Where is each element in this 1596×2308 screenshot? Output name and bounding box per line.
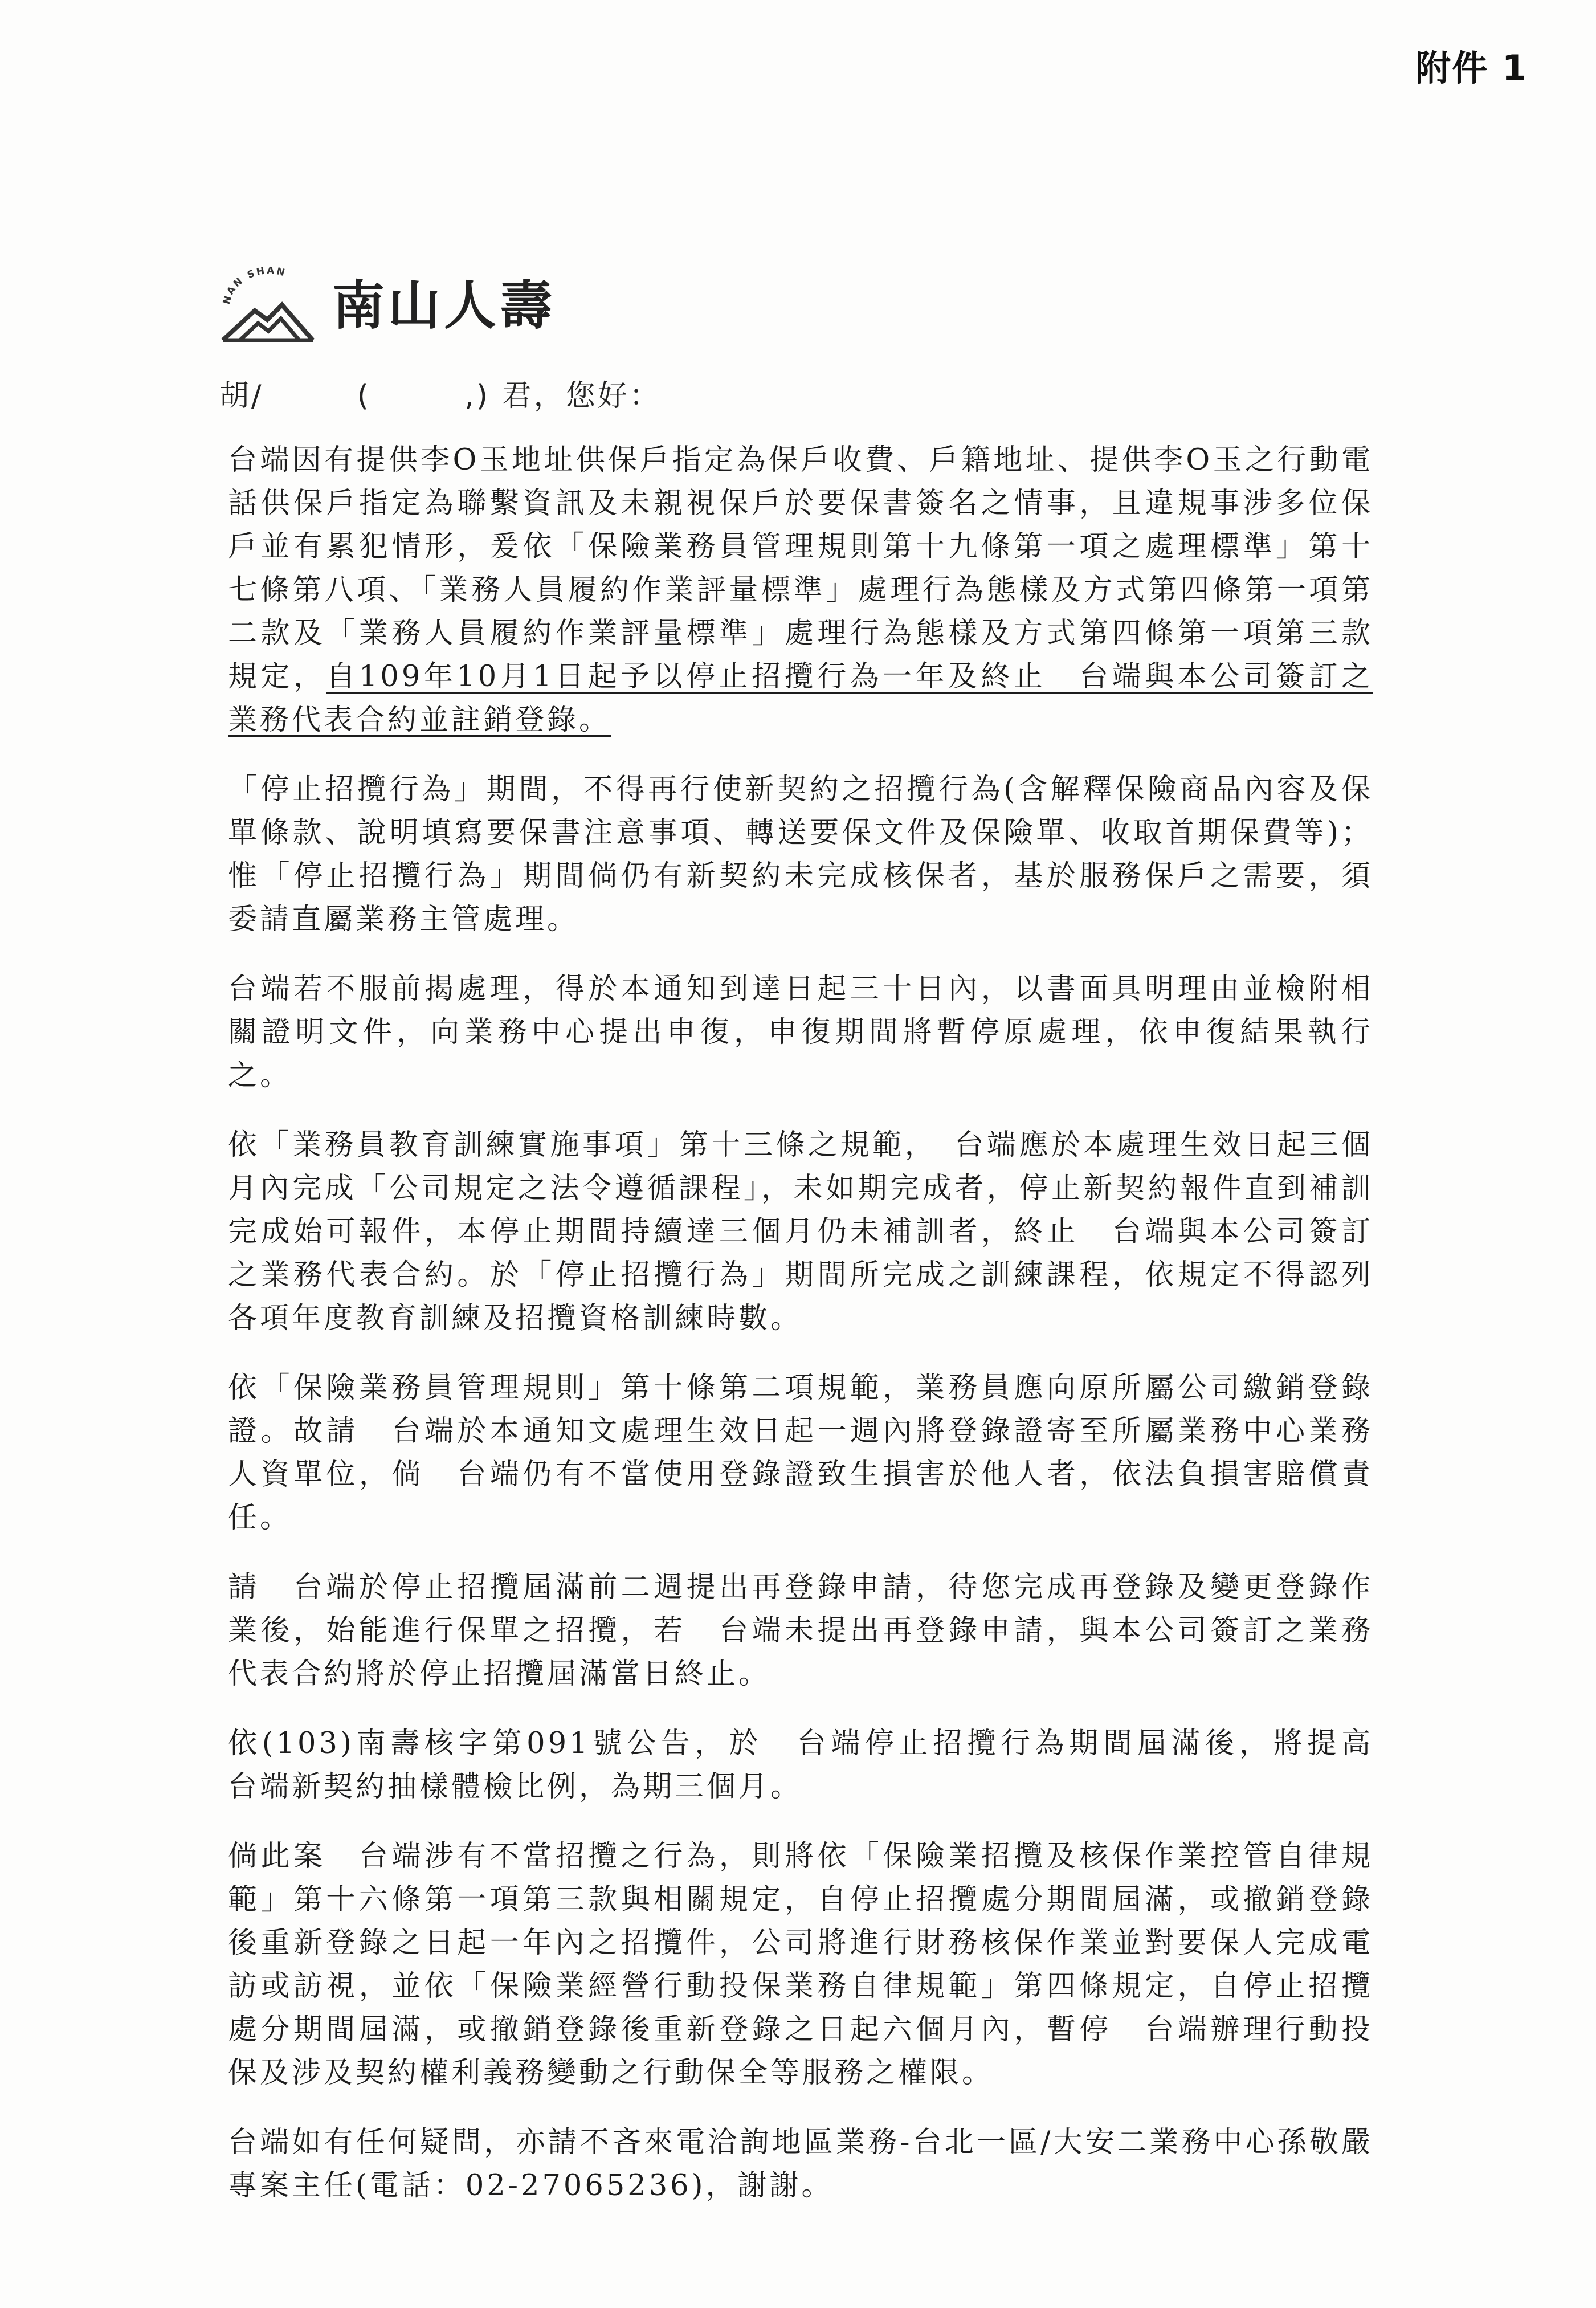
paragraph-7: 依(103)南壽核字第091號公告，於 台端停止招攬行為期間屆滿後，將提高 台端新契約抽樣體檢比例，為期三個月。: [228, 1727, 1406, 1804]
mountain-logo-icon: [219, 265, 316, 345]
svg-text:NAN SHAN: [221, 265, 288, 305]
paragraph-2: 「停止招攬行為」期間，不得再行使新契約之招攬行為(含解釋保險商品內容及保單條款、說明填寫要保書注意事項、轉送要保文件及保險單、收取首期保費等)；惟「停止招攬行為」期間倘仍有新契約未完成核保者，基於服務保戶之需要，須委請直屬業務主管處理。: [228, 773, 1373, 936]
paragraph-1-underlined: 自109年10月1日起予以停止招攬行為一年及終止 台端與本公司簽訂之業務代表合約並註銷登錄。: [228, 660, 1373, 737]
paragraph-4: 依「業務員教育訓練實施事項」第十三條之規範， 台端應於本處理生效日起三個月內完成「公司規定之法令遵循課程」，未如期完成者，停止新契約報件直到補訓完成始可報件，本停止期間持續達三個月仍未補訓者，終止 台端與本公司簽訂之業務代表合約。於「停止招攬行為」期間所完成之訓練課程，依規定不得認列各項年度教育訓練及招攬資格訓練時數。: [228, 1128, 1373, 1335]
brand-name: 南山人壽: [332, 275, 556, 336]
logo-arc-text: NAN SHAN: [221, 265, 288, 306]
paragraph-1-main: 台端因有提供李O玉地址供保戶指定為保戶收費、戶籍地址、提供李O玉之行動電話供保戶指定為聯繫資訊及未親視保戶於要保書簽名之情事，且違規事涉多位保戶並有累犯情形，爰依「保險業務員管理規則第十九條第一項之處理標準」第十七條第八項、「業務人員履約作業評量標準」處理行為態樣及方式第四條第一項第二款及「業務人員履約作業評量標準」處理行為態樣及方式第四條第一項第三款規定，: [228, 443, 1373, 694]
attachment-label: 附件 1: [1415, 47, 1528, 89]
paragraph-5: 依「保險業務員管理規則」第十條第二項規範，業務員應向原所屬公司繳銷登錄證。故請 台端於本通知文處理生效日起一週內將登錄證寄至所屬業務中心業務人資單位，倘 台端仍有不當使用登錄證致生損害於他人者，依法負損害賠償責任。: [228, 1371, 1373, 1535]
paragraph-1: [228, 439, 1373, 742]
paragraph-6: 請 台端於停止招攬屆滿前二週提出再登錄申請，待您完成再登錄及變更登錄作業後，始能進行保單之招攬，若 台端未提出再登錄申請，與本公司簽訂之業務代表合約將於停止招攬屆滿當日終止。: [228, 1571, 1373, 1691]
paragraph-9: 台端如有任何疑問，亦請不吝來電洽詢地區業務-台北一區/大安二業務中心孫敬嚴專案主任(電話：02-27065236)，謝謝。: [228, 2126, 1373, 2203]
paragraph-3: 台端若不服前揭處理，得於本通知到達日起三十日內，以書面具明理由並檢附相關證明文件，向業務中心提出申復，申復期間將暫停原處理，依申復結果執行之。: [228, 972, 1373, 1092]
letter-body: [228, 439, 1406, 2234]
salutation: 胡/ ( ,) 君，您好：: [219, 379, 662, 413]
paragraph-8: 倘此案 台端涉有不當招攬之行為，則將依「保險業招攬及核保作業控管自律規範」第十六條第一項第三款與相關規定，自停止招攬處分期間屆滿，或撤銷登錄後重新登錄之日起一年內之招攬件，公司將進行財務核保作業並對要保人完成電訪或訪視，並依「保險業經營行動投保業務自律規範」第四條規定，自停止招攬處分期間屆滿，或撤銷登錄後重新登錄之日起六個月內，暫停 台端辦理行動投保及涉及契約權利義務變動之行動保全等服務之權限。: [228, 1840, 1373, 2090]
company-logo: [219, 259, 556, 345]
